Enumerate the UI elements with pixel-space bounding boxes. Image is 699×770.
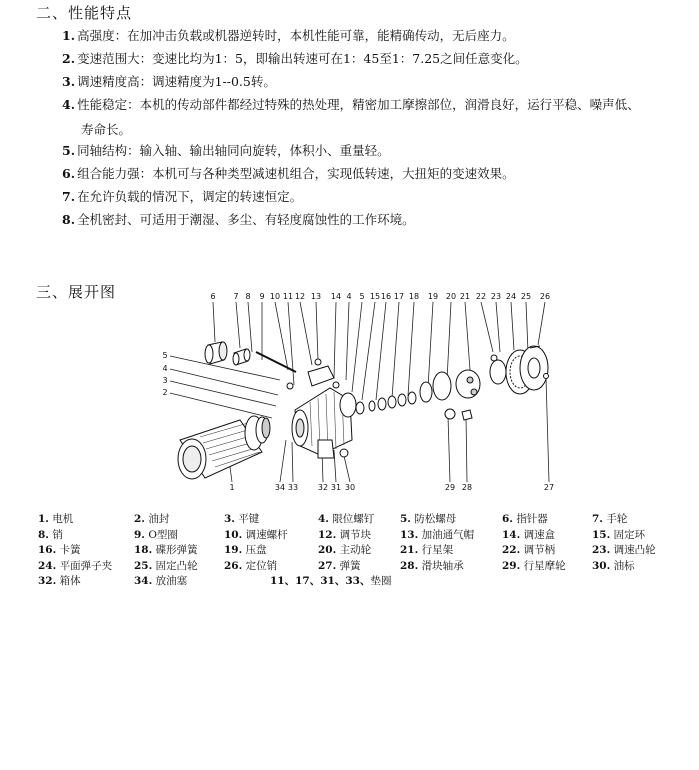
part-item: 26. 定位销 [224, 559, 278, 572]
callout-number: 21 [459, 292, 471, 301]
part-item: 9. O型圈 [134, 528, 178, 541]
part-item: 4. 限位螺钉 [318, 513, 375, 525]
callout-number: 3 [162, 376, 168, 385]
feature-item: 1. 高强度：在加冲击负载或机器逆转时，本机性能可靠，能精确传动，无后座力。 [62, 28, 515, 43]
callout-number: 4 [346, 292, 352, 301]
part-item: 15. 固定环 [592, 528, 646, 541]
callout-number: 29 [444, 483, 456, 492]
feature-item: 6. 组合能力强：本机可与各种类型减速机组合，实现低转速，大扭矩的变速效果。 [62, 166, 515, 181]
part-item: 29. 行星摩轮 [502, 559, 566, 572]
feature-item: 5. 同轴结构：输入轴、输出轴同向旋转，体积小、重量轻。 [62, 143, 390, 158]
callout-number: 10 [269, 292, 281, 301]
part-item: 14. 调速盒 [502, 528, 556, 541]
part-item: 18. 碟形弹簧 [134, 544, 198, 556]
part-item: 34. 放油塞 [134, 575, 188, 587]
callout-number: 30 [344, 483, 356, 492]
part-item: 16. 卡簧 [38, 544, 81, 556]
part-item: 30. 油标 [592, 559, 635, 572]
callout-number: 2 [162, 388, 168, 397]
callout-number: 33 [287, 483, 299, 492]
feature-item: 4. 性能稳定：本机的传动部件都经过特殊的热处理，精密加工摩擦部位，润滑良好，运行平稳、噪声低、 [62, 97, 640, 112]
callout-number: 26 [539, 292, 551, 301]
callout-number: 22 [475, 292, 487, 301]
part-item: 8. 销 [38, 528, 63, 541]
callout-number: 15 [369, 292, 381, 301]
part-item: 32. 箱体 [38, 575, 81, 587]
part-item: 3. 平键 [224, 513, 260, 525]
callout-number: 34 [274, 483, 286, 492]
part-item: 23. 调速凸轮 [592, 544, 656, 556]
callout-number: 9 [259, 292, 265, 301]
callout-number: 1 [229, 483, 235, 492]
part-item: 13. 加油通气帽 [400, 528, 475, 541]
callout-number: 24 [505, 292, 517, 301]
part-item: 27. 弹簧 [318, 559, 361, 572]
callout-number: 28 [461, 483, 473, 492]
part-item: 6. 指针器 [502, 513, 548, 525]
callout-number: 8 [245, 292, 251, 301]
section-heading-exploded-view: 三、展开图 [36, 283, 117, 301]
callout-number: 13 [310, 292, 322, 301]
part-item: 25. 固定凸轮 [134, 559, 198, 572]
part-item: 7. 手轮 [592, 513, 628, 525]
callout-number: 32 [317, 483, 329, 492]
callout-number: 6 [210, 292, 216, 301]
callout-number: 12 [294, 292, 306, 301]
callout-number: 18 [408, 292, 420, 301]
callout-number: 25 [520, 292, 532, 301]
callout-number: 20 [445, 292, 457, 301]
callout-number: 5 [162, 351, 168, 360]
callout-number: 31 [330, 483, 342, 492]
callout-number: 19 [427, 292, 439, 301]
part-item: 28. 滑块轴承 [400, 559, 464, 572]
callout-number: 16 [380, 292, 392, 301]
exploded-view-diagram [0, 270, 699, 496]
callout-number: 17 [393, 292, 405, 301]
feature-item: 2. 变速范围大：变速比均为1：5，即输出转速可在1：45至1：7.25之间任意变化。 [62, 51, 528, 66]
callout-number: 5 [359, 292, 365, 301]
part-item: 1. 电机 [38, 513, 74, 525]
feature-item: 8. 全机密封、可适用于潮湿、多尘、有轻度腐蚀性的工作环境。 [62, 212, 415, 227]
callout-number: 4 [162, 364, 168, 373]
part-item: 10. 调速螺杆 [224, 528, 288, 541]
callout-number: 14 [330, 292, 342, 301]
part-item: 5. 防松螺母 [400, 513, 457, 525]
part-item: 11、17、31、33、垫圈 [270, 575, 392, 587]
part-item: 24. 平面弹子夹 [38, 559, 113, 572]
feature-item: 7. 在允许负载的情况下，调定的转速恒定。 [62, 189, 303, 204]
part-item: 21. 行星架 [400, 544, 454, 556]
callout-number: 11 [282, 292, 294, 301]
part-item: 22. 调节柄 [502, 544, 556, 556]
callout-number: 7 [233, 292, 239, 301]
part-item: 20. 主动轮 [318, 544, 372, 556]
callout-number: 23 [490, 292, 502, 301]
part-item: 19. 压盘 [224, 544, 267, 556]
part-item: 12. 调节块 [318, 528, 372, 541]
feature-item-continuation: 寿命长。 [81, 122, 132, 137]
section-heading-features: 二、性能特点 [36, 4, 133, 22]
callout-number: 27 [543, 483, 555, 492]
feature-item: 3. 调速精度高：调速精度为1--0.5转。 [62, 74, 276, 89]
part-item: 2. 油封 [134, 513, 170, 525]
